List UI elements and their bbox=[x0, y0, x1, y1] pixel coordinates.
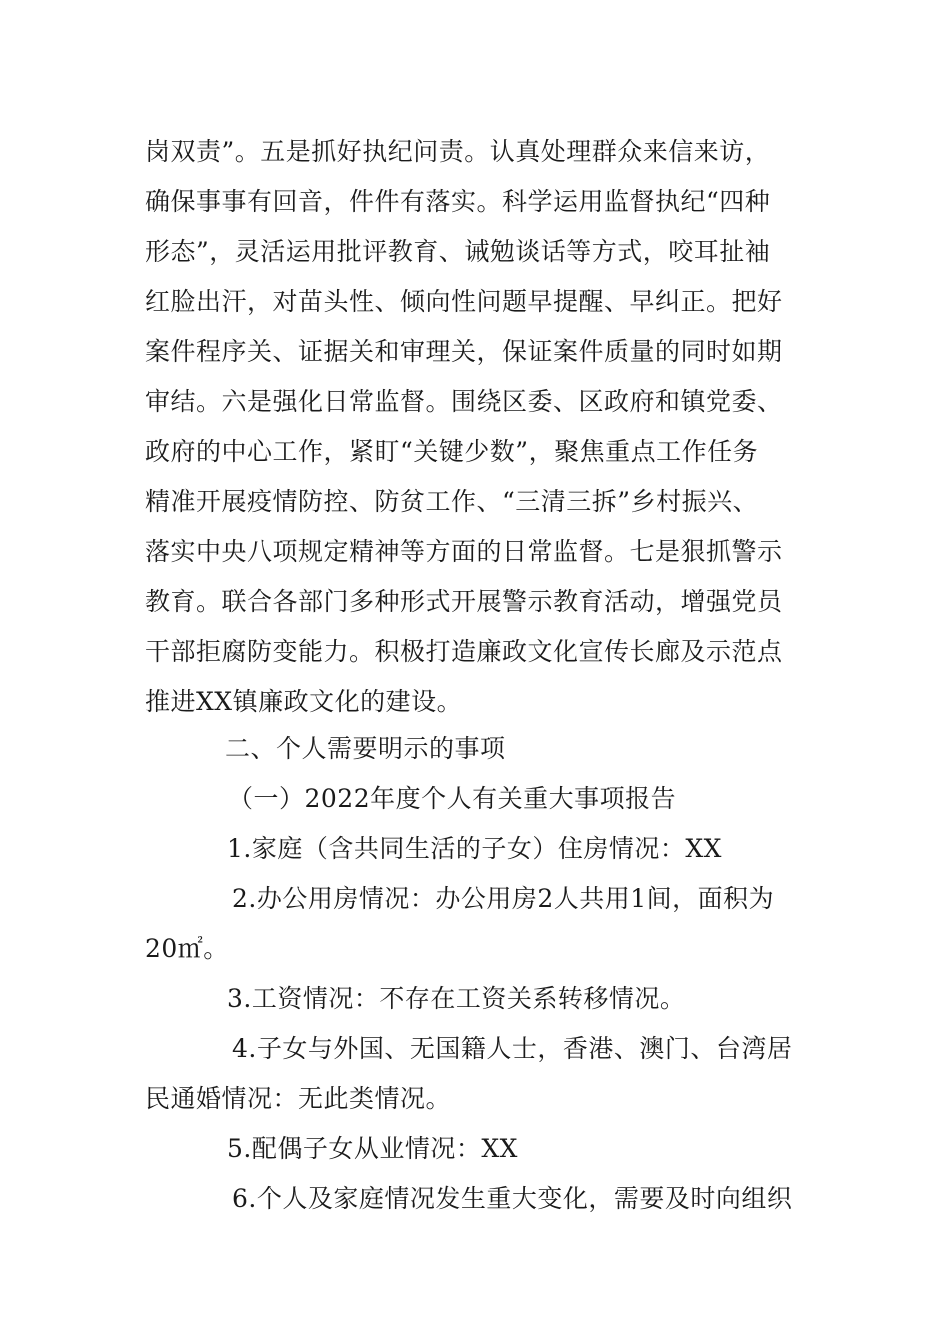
list-item: 4.子女与外国、无国籍人士，香港、澳门、台湾居 bbox=[232, 1034, 793, 1063]
paragraph-line: 案件程序关、证据关和审理关，保证案件质量的同时如期 bbox=[145, 337, 783, 366]
paragraph-line: 推进XX镇廉政文化的建设。 bbox=[145, 687, 463, 716]
paragraph-line: 红脸出汗，对苗头性、倾向性问题早提醒、早纠正。把好 bbox=[145, 287, 783, 316]
list-item: 5.配偶子女从业情况：XX bbox=[227, 1134, 518, 1163]
list-item-continuation: 民通婚情况：无此类情况。 bbox=[145, 1084, 452, 1113]
paragraph-line: 落实中央八项规定精神等方面的日常监督。七是狠抓警示 bbox=[145, 537, 783, 566]
list-item: 2.办公用房情况：办公用房2人共用1间，面积为 bbox=[232, 884, 775, 913]
list-item-continuation: 20㎡。 bbox=[145, 934, 229, 963]
paragraph-line: 教育。联合各部门多种形式开展警示教育活动，增强党员 bbox=[145, 587, 783, 616]
paragraph-line: 岗双责”。五是抓好执纪问责。认真处理群众来信来访， bbox=[145, 137, 771, 166]
section-heading: 二、个人需要明示的事项 bbox=[225, 734, 506, 763]
paragraph-line: 干部拒腐防变能力。积极打造廉政文化宣传长廊及示范点 bbox=[145, 637, 783, 666]
paragraph-line: 精准开展疫情防控、防贫工作、“三清三拆”乡村振兴、 bbox=[145, 487, 759, 516]
list-item: 6.个人及家庭情况发生重大变化，需要及时向组织 bbox=[232, 1184, 793, 1213]
subsection-heading: （一）2022年度个人有关重大事项报告 bbox=[228, 784, 677, 813]
list-item: 1.家庭（含共同生活的子女）住房情况：XX bbox=[227, 834, 722, 863]
paragraph-line: 审结。六是强化日常监督。围绕区委、区政府和镇党委、 bbox=[145, 387, 783, 416]
paragraph-line: 确保事事有回音，件件有落实。科学运用监督执纪“四种 bbox=[145, 187, 771, 216]
list-item: 3.工资情况：不存在工资关系转移情况。 bbox=[227, 984, 686, 1013]
paragraph-line: 政府的中心工作，紧盯“关键少数”，聚焦重点工作任务 bbox=[145, 437, 759, 466]
paragraph-line: 形态”，灵活运用批评教育、诫勉谈话等方式，咬耳扯袖 bbox=[145, 237, 771, 266]
